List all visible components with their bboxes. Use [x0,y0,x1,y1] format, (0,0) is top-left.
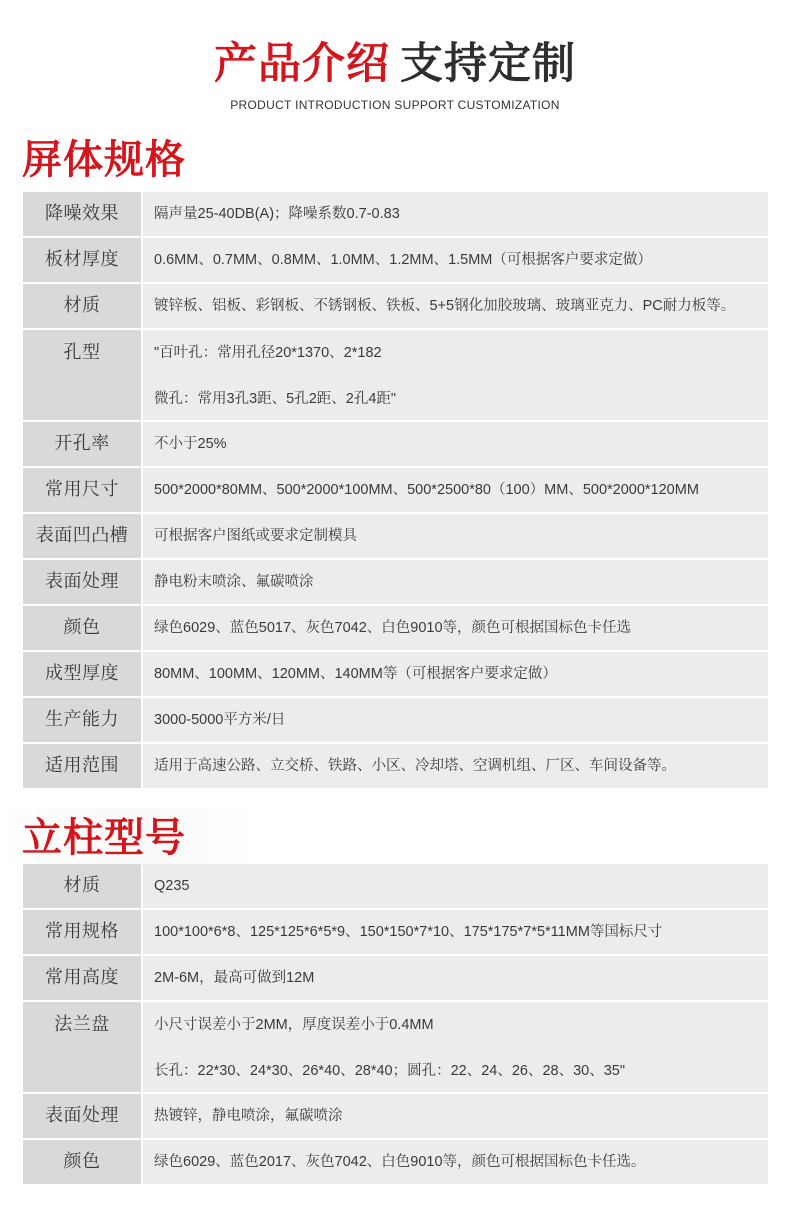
row-value: 热镀锌，静电喷涂，氟碳喷涂 [143,1094,768,1138]
table-row [23,606,768,652]
table-row [23,1094,768,1140]
row-label: 孔型 [23,330,141,420]
row-label: 法兰盘 [23,1002,141,1092]
section-title-screen-spec: 屏体规格 [22,137,186,183]
table-row [23,744,768,790]
row-value: 绿色6029、蓝色5017、灰色7042、白色9010等，颜色可根据国标色卡任选 [143,606,768,650]
table-row [23,956,768,1002]
table-row [23,1140,768,1186]
table-row [23,238,768,284]
row-label: 常用高度 [23,956,141,1000]
row-label: 颜色 [23,606,141,650]
table-row [23,514,768,560]
page-header [0,0,790,125]
row-label: 适用范围 [23,744,141,788]
screen-spec-table [23,192,768,790]
row-value: 可根据客户图纸或要求定制模具 [143,514,768,558]
column-spec-table [23,864,768,1186]
table-row [23,192,768,238]
row-label: 表面处理 [23,1094,141,1138]
row-value: 2M-6M，最高可做到12M [143,956,768,1000]
row-value: 100*100*6*8、125*125*6*5*9、150*150*7*10、175*175*7*5*11MM等国标尺寸 [143,910,768,954]
row-label: 常用规格 [23,910,141,954]
row-label: 降噪效果 [23,192,141,236]
row-label: 材质 [23,284,141,328]
section-title-column-model: 立柱型号 [22,812,186,864]
row-value: 绿色6029、蓝色2017、灰色7042、白色9010等，颜色可根据国标色卡任选。 [143,1140,768,1184]
row-value: 80MM、100MM、120MM、140MM等（可根据客户要求定做） [143,652,768,696]
table-row [23,284,768,330]
table-row [23,560,768,606]
row-value-line: "百叶孔：常用孔径20*1370、2*182 [154,345,382,361]
row-value: Q235 [143,864,768,908]
row-value: 镀锌板、铝板、彩钢板、不锈钢板、铁板、5+5钢化加胶玻璃、玻璃亚克力、PC耐力板等。 [143,284,768,328]
row-label: 材质 [23,864,141,908]
row-label: 表面处理 [23,560,141,604]
table-row [23,1002,768,1094]
row-value: 静电粉末喷涂、氟碳喷涂 [143,560,768,604]
row-value-line: 微孔：常用3孔3距、5孔2距、2孔4距" [154,391,397,407]
title-red-part: 产品介绍 [214,39,390,89]
row-value: 适用于高速公路、立交桥、铁路、小区、冷却塔、空调机组、厂区、车间设备等。 [143,744,768,788]
row-value: 隔声量25-40DB(A)；降噪系数0.7-0.83 [143,192,768,236]
table-row [23,330,768,422]
row-label: 板材厚度 [23,238,141,282]
row-value: 0.6MM、0.7MM、0.8MM、1.0MM、1.2MM、1.5MM（可根据客户要求定做） [143,238,768,282]
row-value: 不小于25% [143,422,768,466]
row-label: 表面凹凸槽 [23,514,141,558]
row-label: 颜色 [23,1140,141,1184]
row-value: 500*2000*80MM、500*2000*100MM、500*2500*80（100）MM、500*2000*120MM [143,468,768,512]
title-dark-part: 支持定制 [400,39,576,89]
row-label: 常用尺寸 [23,468,141,512]
row-value [143,1002,768,1092]
row-value [143,330,768,420]
table-row [23,422,768,468]
table-row [23,910,768,956]
page-title [0,36,790,92]
row-label: 生产能力 [23,698,141,742]
table-row [23,652,768,698]
row-value-line: 小尺寸误差小于2MM，厚度误差小于0.4MM [154,1017,434,1033]
table-row [23,864,768,910]
table-row [23,468,768,514]
row-value: 3000-5000平方米/日 [143,698,768,742]
row-label: 成型厚度 [23,652,141,696]
page-subtitle: PRODUCT INTRODUCTION SUPPORT CUSTOMIZATION [230,98,560,112]
row-value-line: 长孔：22*30、24*30、26*40、28*40；圆孔：22、24、26、28、30、35" [154,1063,626,1079]
row-label: 开孔率 [23,422,141,466]
table-row [23,698,768,744]
